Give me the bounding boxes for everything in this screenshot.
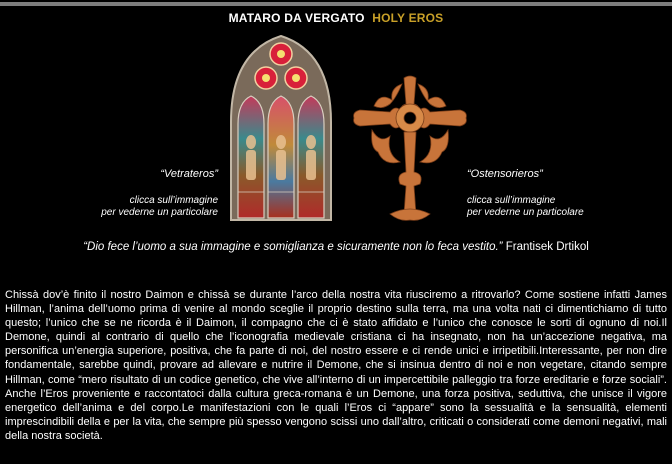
ostensorieros-image[interactable] <box>350 74 470 224</box>
vetrateros-hint-line2: per vederne un particolare <box>101 207 218 218</box>
ostensorieros-hint-line1: clicca sull’immagine <box>467 195 556 206</box>
top-rule <box>0 2 672 6</box>
vetrateros-title: “Vetrateros” <box>160 168 218 180</box>
page-title <box>0 11 672 25</box>
vetrateros-hint <box>60 195 218 219</box>
quote-text: “Dio fece l’uomo a sua immagine e somiglianza e sicuramente non lo feca vestito.” <box>83 241 503 253</box>
body-text: Chissà dov’è finito il nostro Daimon e chissà se durante l’arco della nostra vita riusciremo a ritrovarlo? Come sostiene infatti James Hillman, l’anima dell’uomo prima di venire al mondo sceglie il proprio destino sulla terra, ma una volta nati ci dimentichiamo di tutto questo; l’unico che se ne ricorda è il Daimon, il compagno che ci è stato affidato e l’unico che conosce le sorti di ognuno di noi.Il Demone, quindi al contrario di quello che l’iconografia medievale cristiana ci ha insegnato, non ha un’accezione negativa, ma personifica un’energia superiore, positiva, che fa parte di noi, del nostro essere e ci rende unici e irripetibili.Interessante, per non dire fondamentale, sarebbe quindi, provare ad allevare e nutrire il Demone, che si insinua dentro di noi e non vegetare, citando sempre Hillman, come “mero risultato di un codice genetico, che vive all’interno di un impercettibile palleggio tra forze ereditarie e forze sociali”. Anche l’Eros proveniente e raccontatoci dalla cultura greca-romana è un Demone, una forza positiva, seduttiva, che unisce il vigore energetico dell’anima e del corpo.Le manifestazioni con le quali l’Eros ci “appare” sono la sessualità e la sensualità, elementi imprescindibili della e per la vita, che sempre più spesso vengono scissi uno dall’altro, criticati o considerati come demoni negativi, mali della nostra società. <box>5 289 667 442</box>
ostensorieros-hint <box>467 195 627 219</box>
ostensorieros-title: “Ostensorieros” <box>467 168 543 180</box>
exhibition-title: HOLY EROS <box>372 11 444 25</box>
vetrateros-image[interactable] <box>226 32 336 222</box>
ostensorieros-caption <box>467 168 627 219</box>
vetrateros-caption <box>60 168 218 219</box>
quote <box>0 241 672 253</box>
artist-name: MATARO DA VERGATO <box>228 11 365 25</box>
ostensorieros-hint-line2: per vederne un particolare <box>467 207 584 218</box>
quote-author: Frantisek Drtikol <box>505 241 589 253</box>
vetrateros-hint-line1: clicca sull’immagine <box>129 195 218 206</box>
